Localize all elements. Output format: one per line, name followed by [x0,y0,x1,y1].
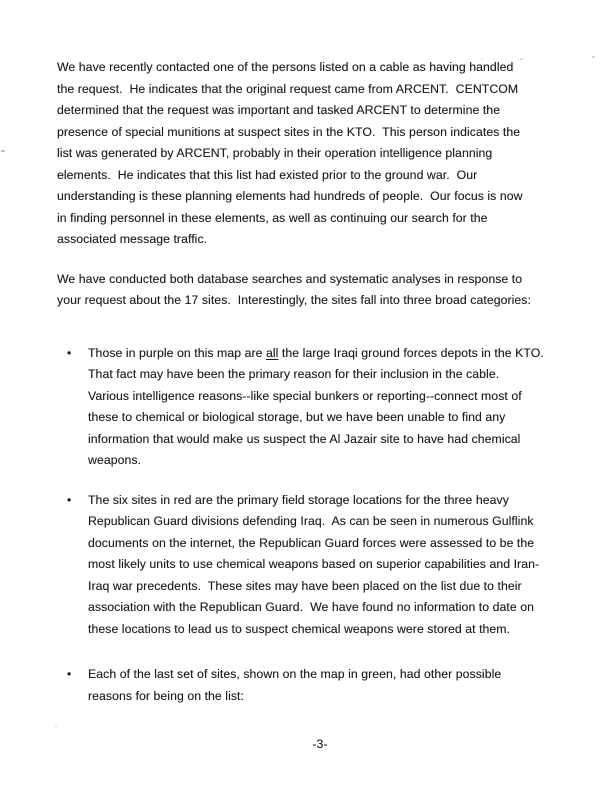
bullet-text-green-sites [88,664,557,707]
text-line: Iraq war precedents. These sites may have been placed on the list due to their [88,578,522,593]
bullet-item-green-sites [57,664,557,707]
text-line: associated message traffic. [57,232,208,246]
text-line: Republican Guard divisions defending Iraq. As can be seen in numerous Gulflink [88,514,534,528]
text-line: determined that the request was important and tasked ARCENT to determine the [57,103,501,117]
scan-artifact [592,56,595,58]
text-line: That fact may have been the primary reason for their inclusion in the cable. [88,367,500,381]
text-line: weapons. [88,453,142,467]
text-line: The six sites in red are the primary field storage locations for the three heavy [88,492,509,507]
text-line: We have recently contacted one of the persons listed on a cable as having handled [57,60,514,74]
text-line: Each of the last set of sites, shown on the map in green, had other possible [88,667,502,681]
text-segment: the large Iraqi ground forces depots in the KTO. [278,345,544,360]
text-line: association with the Republican Guard. We have found no information to date on [88,600,535,614]
bullet-icon: • [67,345,72,360]
text-line: information that would make us suspect the Al Jazair site to have had chemical [88,431,521,446]
scan-artifact [520,58,523,60]
text-line: We have conducted both database searches and systematic analyses in response to [57,271,523,286]
text-line: the request. He indicates that the original request came from ARCENT. CENTCOM [57,81,519,96]
text-line: presence of special munitions at suspect sites in the KTO. This person indicates the [57,124,521,139]
bullet-icon: • [67,492,72,507]
underlined-text: all [265,345,279,360]
scan-artifact [1,150,5,152]
text-line: documents on the internet, the Republican Guard forces were assessed to be the [88,535,535,550]
bullet-text-red-sites [88,490,557,641]
bullet-text-purple-sites [88,343,557,472]
text-segment: Those in purple on this map are [88,345,266,360]
text-line: these locations to lead us to suspect chemical weapons were stored at them. [88,621,511,636]
bullet-icon: • [67,667,72,681]
paragraph-database-searches [57,269,557,312]
text-line: understanding is these planning elements had hundreds of people. Our focus is now [57,189,523,203]
bullet-item-purple-sites [57,343,557,472]
bullet-item-red-sites [57,490,557,641]
scan-artifact [481,58,483,60]
text-line: in finding personnel in these elements, as well as continuing our search for the [57,210,488,225]
scan-artifact [55,725,57,727]
text-line: your request about the 17 sites. Interestingly, the sites fall into three broad categories: [57,293,531,307]
text-line: these to chemical or biological storage, but we have been unable to find any [88,410,506,424]
document-body [57,57,557,707]
text-line: elements. He indicates that this list had existed prior to the ground war. Our [57,167,478,182]
paragraph-arcent-request [57,57,557,251]
text-line: reasons for being on the list: [88,688,244,703]
page-number: -3- [312,737,328,751]
text-line: list was generated by ARCENT, probably in their operation intelligence planning [57,146,493,160]
text-line [88,343,557,365]
text-line: most likely units to use chemical weapons based on superior capabilities and Iran- [88,557,540,571]
text-line: Various intelligence reasons--like special bunkers or reporting--connect most of [88,388,522,403]
